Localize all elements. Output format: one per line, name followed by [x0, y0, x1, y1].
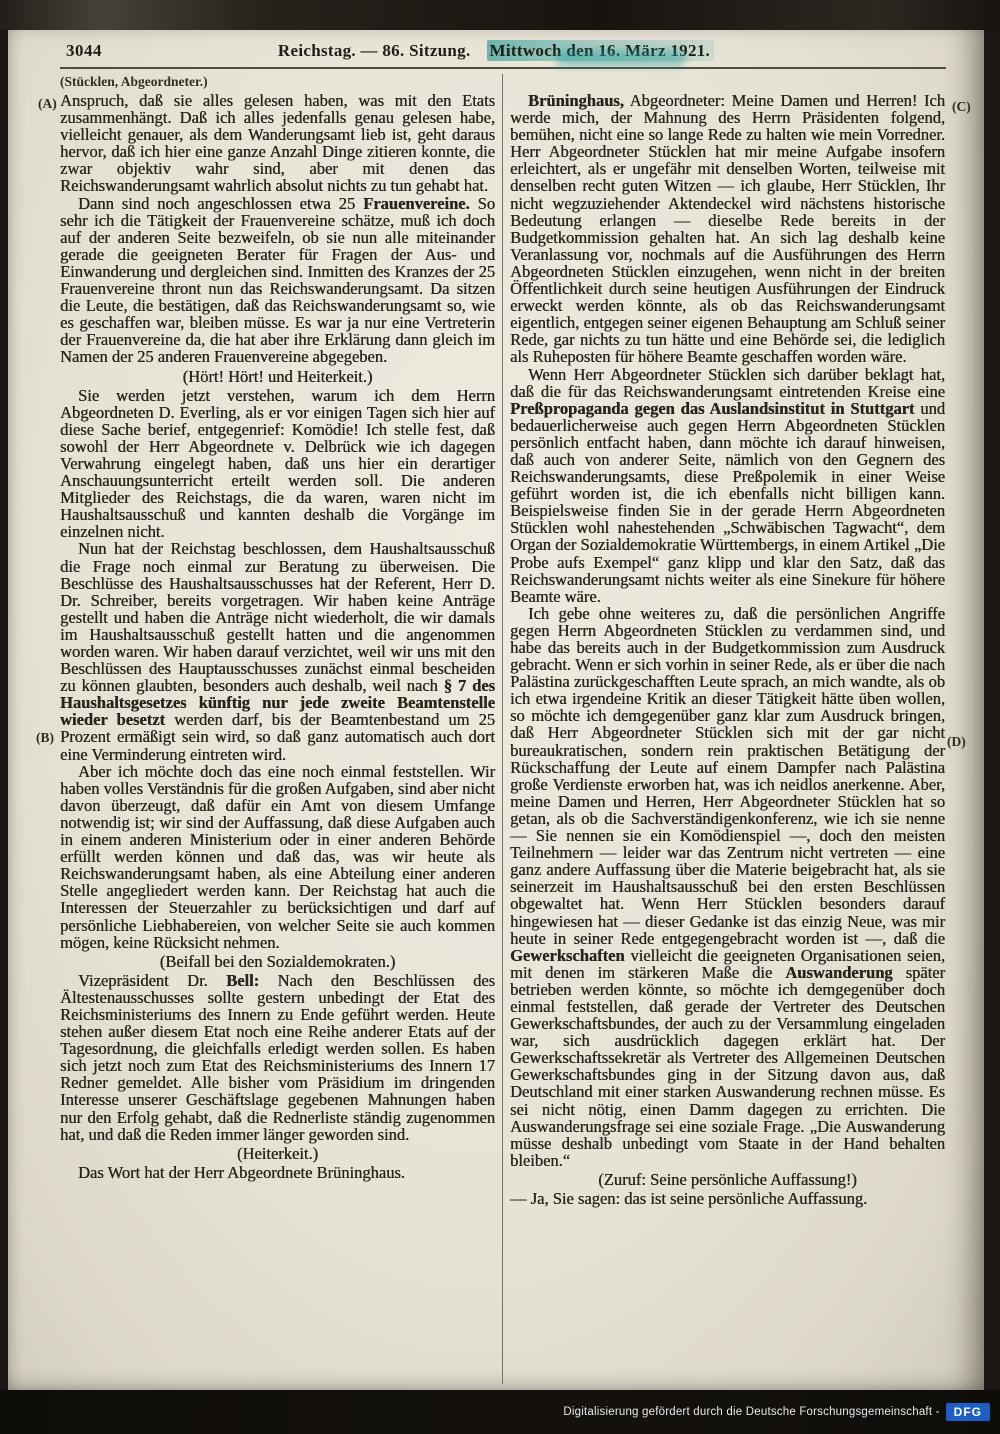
page-number: 3044 [66, 41, 102, 60]
margin-label-c: (C) [952, 99, 971, 114]
paragraph: Anspruch, daß sie alles gelesen haben, was mit den Etats zusammenhängt. Daß ich alles jedenfalls genau gelesen habe, vielleicht genauer, als dem Wanderungsamt lieb ist, geht daraus hervor, daß ich hier eine ganze Anzahl Dinge zitieren konnte, die zwar objektiv wahr sind, aber mit denen das Reichswanderungsamt wahrlich absolut nichts zu tun gehabt hat. [60, 91, 495, 196]
text-columns [60, 74, 946, 1384]
highlight-smudge [556, 50, 686, 66]
paragraph: Aber ich möchte doch das eine noch einmal feststellen. Wir haben volles Verständnis für die großen Aufgaben, sind aber nicht davon überzeugt, daß dafür ein Amt von diesem Umfange notwendig ist; wir sind der Auffassung, daß diese Aufgaben auch in einem anderen Ministerium oder in einer anderen Behörde erfüllt werden können und daß das, was wir heute als Reichswanderungsamt haben, als eine Abteilung einer anderen Stelle angegliedert werden kann. Der Reichstag hat auch die Interessen der Steuerzahler zu berücksichtigen und darf auf persönliche Liebhabereien, von welcher Seite sie auch kommen mögen, keine Rücksicht nehmen. [60, 761, 496, 952]
scan-bottom-band [0, 1390, 1000, 1434]
paragraph: Wenn Herr Abgeordneter Stücklen sich darüber beklagt hat, daß die für das Reichswanderungsamt eintretenden Kreise eine Preßpropaganda gegen das Auslandsinstitut in Stuttgart und bedauerlicherweise auch gegen Herrn Abgeordneten Stücklen persönlich entfacht haben, dann möchte ich darauf hinweisen, daß auch von anderer Seite, nämlich von den Gegnern des Reichswanderungsamts, diese Preßpolemik in einer Weise geführt worden ist, die ich ebenfalls nicht billigen kann. Beispielsweise finden Sie in der gerade Herrn Abgeordneten Stücklen wohl nahestehenden „Schwäbischen Tagwacht“, dem Organ der Sozialdemokratie Württembergs, in einem Artikel „Die Probe aufs Exempel“ ganz klipp und klar den Satz, daß das Reichswanderungsamt nichts weiter als eine Sinekure für höhere Beamte wäre. [510, 364, 946, 606]
header-session-title: Reichstag. — 86. Sitzung. [277, 41, 471, 60]
stage-direction: (Hört! Hört! und Heiterkeit.) [182, 366, 373, 386]
column-divider [502, 74, 503, 1384]
paragraph: Dann sind noch angeschlossen etwa 25 Frauenvereine. So sehr ich die Tätigkeit der Frauenvereine schätze, muß ich doch auf der anderen Seite bezweifeln, ob sie nun alle miteinander gerade die geeigneten Berater für Fragen der Aus- und Einwanderung und dergleichen sind. Inmitten des Kranzes der 25 Frauenvereine thront nun das Reichswanderungsamt. Da sitzen die Leute, die bestätigen, daß das Reichswanderungsamt so, wie es geschaffen war, bleiben müsse. Es war ja nur eine Vertreterin der Frauenvereine da, die hat aber ihre Erklärung dann gleich im Namen der 25 anderen Frauenvereine abgegeben. [60, 193, 495, 367]
paragraph: Sie werden jetzt verstehen, warum ich dem Herrn Abgeordneten D. Everling, als er vor einigen Tagen sich hier auf diese Sache berief, entgegenrief: Komödie! Ich stelle fest, daß sowohl der Herr Abgeordnete v. Delbrück wie ich dagegen Verwahrung eingelegt haben, daß uns hier ein derartiger Anschauungsunterricht erteilt werden soll. Die anderen Mitglieder des Reichstags, die da waren, waren nicht im Haushaltsausschuß und kannten deshalb die Vorgänge im einzelnen nicht. [60, 385, 495, 542]
paragraph: Nun hat der Reichstag beschlossen, dem Haushaltsausschuß die Frage noch einmal zur Beratung zu überweisen. Die Beschlüsse des Haushaltsausschusses hat der Referent, Herr D. Dr. Schreiber, bereits vorgetragen. Wir haben keine Anträge gestellt und haben die Anträge nicht wiederholt, die wir damals im Haushaltsausschuß gestellt hatten und die angenommen worden waren. Wir haben darauf verzichtet, weil wir uns mit den Beschlüssen des Hauptausschusses zunächst einmal bescheiden zu können glaubten, besonders auch deshalb, weil nach § 7 des Haushaltsgesetzes künftig nur jede zweite Beamtenstelle wieder besetzt werden darf, bis der Beamtenbestand um 25 Prozent ermäßigt sein wird, so daß ganz automatisch auch dort eine Verminderung eintreten wird. [60, 539, 496, 764]
column-right [510, 74, 945, 1384]
header-date: Mittwoch den 16. März 1921. [487, 40, 715, 61]
page-paper [8, 30, 984, 1392]
page-header [8, 41, 984, 61]
stage-direction: (Heiterkeit.) [236, 1143, 319, 1163]
paragraph: Brüninghaus, Abgeordneter: Meine Damen und Herren! Ich werde mich, der Mahnung des Herrn Präsidenten folgend, bemühen, nicht eine so lange Rede zu halten wie mein Vorredner. Herr Abgeordneter Stücklen hat mir meine Aufgabe insofern erleichtert, als er ungefähr mit denselben Worten, teilweise mit denselben recht guten Witzen — ich glaube, Herr Stücklen, Ihr nicht wegzuziehender Aktendeckel wird nächstens historische Bedeutung erlangen — dieselbe Rede bereits in der Budgetkommission gehalten hat. An sich lag deshalb keine Veranlassung vor, nochmals auf die Ausführungen des Herrn Abgeordneten Stücklen einzugehen, wenn nicht in der breiten Öffentlichkeit durch seine heutigen Ausführungen der Eindruck erweckt werden könnte, als ob das Reichswanderungsamt eigentlich, entgegen seiner eigenen Behauptung am Schluß seiner Rede, gar nichts zu tun hätte und eine Behörde sei, die lediglich als Ruheposten für höhere Beamte geschaffen worden wäre. [510, 91, 945, 367]
running-head: (Stücklen, Abgeordneter.) [60, 74, 208, 89]
paragraph: — Ja, Sie sagen: das ist seine persönliche Auffassung. [510, 1189, 868, 1208]
margin-label-a: (A) [38, 96, 57, 111]
scan-top-band [0, 0, 1000, 30]
stage-direction: (Beifall bei den Sozialdemokraten.) [159, 951, 396, 971]
paragraph: Vizepräsident Dr. Bell: Nach den Beschlüssen des Ältestenausschusses sollte gestern unbedingt der Etat des Reichsministeriums des Innern zu Ende geführt werden. Heute stehen außer diesem Etat noch eine Reihe anderer Etats auf der Tagesordnung, die gleichfalls erledigt werden sollen. Es haben sich jetzt noch zum Etat des Reichsministeriums des Innern 17 Redner gemeldet. Alle bisher vom Präsidium im dringenden Interesse unserer Geschäftslage gegebenen Mahnungen haben nur den Erfolg gehabt, daß die Rednerliste ständig zugenommen hat, und daß die Reden immer länger geworden sind. [60, 970, 495, 1144]
dfg-logo: DFG [946, 1403, 990, 1421]
margin-label-d: (D) [947, 734, 966, 749]
margin-label-b: (B) [36, 730, 54, 745]
header-rule [60, 67, 946, 69]
column-left [60, 74, 495, 1384]
digitization-credit: Digitalisierung gefördert durch die Deutsche Forschungsgemeinschaft - [563, 1406, 940, 1418]
paragraph: Das Wort hat der Herr Abgeordnete Brüninghaus. [78, 1162, 405, 1182]
paragraph: Ich gebe ohne weiteres zu, daß die persönlichen Angriffe gegen Herrn Abgeordneten Stücklen zu verdammen sind, und habe das bereits auch in der Budgetkommission zum Ausdruck gebracht. Wenn er sich vorhin in seiner Rede, als er über die nach Palästina zurückgeschafften Leute sprach, an mich wandte, als ob ich etwa irgendeine Kritik an dieser Tätigkeit hätte üben wollen, so möchte ich demgegenüber ganz klar zum Ausdruck bringen, daß Herr Abgeordneter Stücklen sich mit der gar nicht bureaukratischen, sondern rein praktischen Betätigung der Rückschaffung der Leute auf einem Dampfer nach Palästina große Verdienste erworben hat, was ich neidlos anerkenne. Aber, meine Damen und Herren, Herr Abgeordneter Stücklen hat so getan, als ob die Sachverständigenkonferenz, wie ich sie nenne — Sie nennen sie ein Komödienspiel —, doch den meisten Teilnehmern — leider war das Zentrum nicht vertreten — eine ganz andere Auffassung über die Materie beigebracht hat, als sie seinerzeit im Haushaltsausschuß bei den ersten Beschlüssen obgewaltet hat. Wenn Herr Stücklen besonders darauf hingewiesen hat — dieser Gedanke ist das einzig Neue, was mir heute in seiner Rede entgegengebracht worden ist —, daß die Gewerkschaften vielleicht die geeigneten Organisationen seien, mit denen im stärkeren Maße die Auswanderung später betrieben werden könnte, so möchte ich demgegenüber doch einmal feststellen, daß gerade der Vertreter des Deutschen Gewerkschaftsbundes, der auch zu der Versammlung eingeladen war, sich ausdrücklich dagegen erklärt hat. Der Gewerkschaftssekretär als Vertreter des Allgemeinen Deutschen Gewerkschaftsbundes ging in der Sitzung davon aus, daß Deutschland mit einer starken Auswanderung rechnen müsse. Es sei nicht nötig, einen Damm dagegen zu errichten. Die Auswanderungsfrage sei eine soziale Frage. „Die Auswanderung müsse deshalb unbedingt vom Staate in der Hand behalten bleiben.“ [510, 603, 945, 1170]
stage-direction: (Zuruf: Seine persönliche Auffassung!) [598, 1169, 857, 1189]
